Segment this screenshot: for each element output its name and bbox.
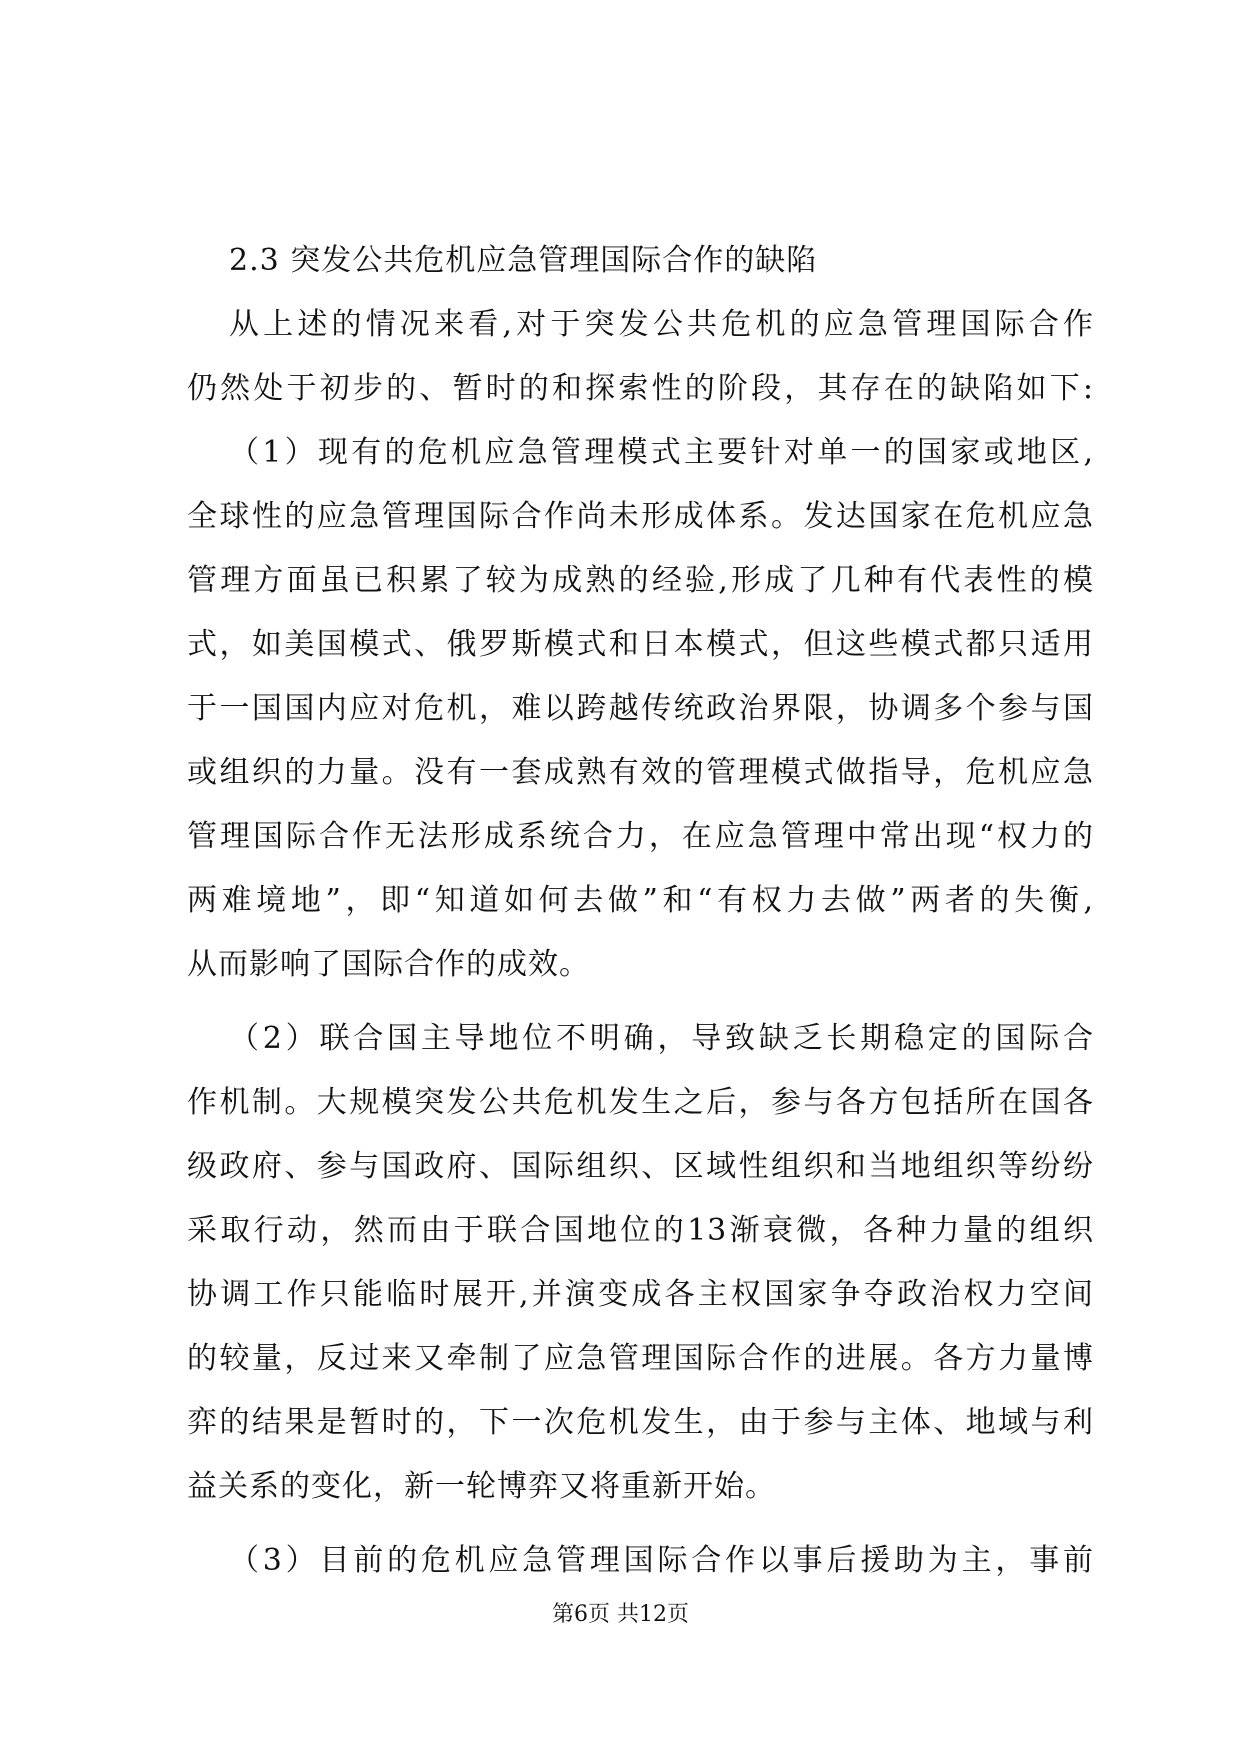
paragraph-line: 采取行动，然而由于联合国地位的13渐衰微，各种力量的组织: [187, 1213, 1094, 1248]
paragraph-line: 从而影响了国际合作的成效。: [187, 947, 590, 982]
paragraph-line: 或组织的力量。没有一套成熟有效的管理模式做指导，危机应急: [187, 755, 1094, 790]
document-body: [187, 229, 1094, 1593]
paragraph-line: 管理方面虽已积累了较为成熟的经验,形成了几种有代表性的模: [187, 563, 1094, 598]
paragraph-line: 级政府、参与国政府、国际组织、区域性组织和当地组织等纷纷: [187, 1149, 1094, 1184]
paragraph-line: 弈的结果是暂时的，下一次危机发生，由于参与主体、地域与利: [187, 1405, 1094, 1440]
paragraph-line: 全球性的应急管理国际合作尚未形成体系。发达国家在危机应急: [187, 499, 1094, 534]
paragraph-line: 作机制。大规模突发公共危机发生之后，参与各方包括所在国各: [187, 1085, 1094, 1120]
page-number-footer: 第6页 共12页: [552, 1602, 689, 1627]
paragraph-line: 式，如美国模式、俄罗斯模式和日本模式，但这些模式都只适用: [187, 627, 1094, 662]
paragraph-line: 益关系的变化，新一轮博弈又将重新开始。: [187, 1469, 776, 1504]
paragraph-line: （1）现有的危机应急管理模式主要针对单一的国家或地区,: [229, 435, 1094, 470]
paragraph-line: 从上述的情况来看,对于突发公共危机的应急管理国际合作: [229, 307, 1094, 342]
paragraph-line: 管理国际合作无法形成系统合力，在应急管理中常出现“权力的: [187, 819, 1094, 854]
section-heading: 2.3 突发公共危机应急管理国际合作的缺陷: [229, 243, 818, 278]
paragraph-line: （2）联合国主导地位不明确，导致缺乏长期稳定的国际合: [229, 1021, 1094, 1056]
paragraph-line: 两难境地”，即“知道如何去做”和“有权力去做”两者的失衡,: [187, 883, 1094, 918]
paragraph-line: 于一国国内应对危机，难以跨越传统政治界限，协调多个参与国: [187, 691, 1094, 726]
paragraph-line: 协调工作只能临时展开,并演变成各主权国家争夺政治权力空间: [187, 1277, 1094, 1312]
paragraph-line: （3）目前的危机应急管理国际合作以事后援助为主，事前: [229, 1543, 1094, 1578]
paragraph-line: 仍然处于初步的、暂时的和探索性的阶段，其存在的缺陷如下:: [187, 371, 1094, 406]
paragraph-line: 的较量，反过来又牵制了应急管理国际合作的进展。各方力量博: [187, 1341, 1094, 1376]
